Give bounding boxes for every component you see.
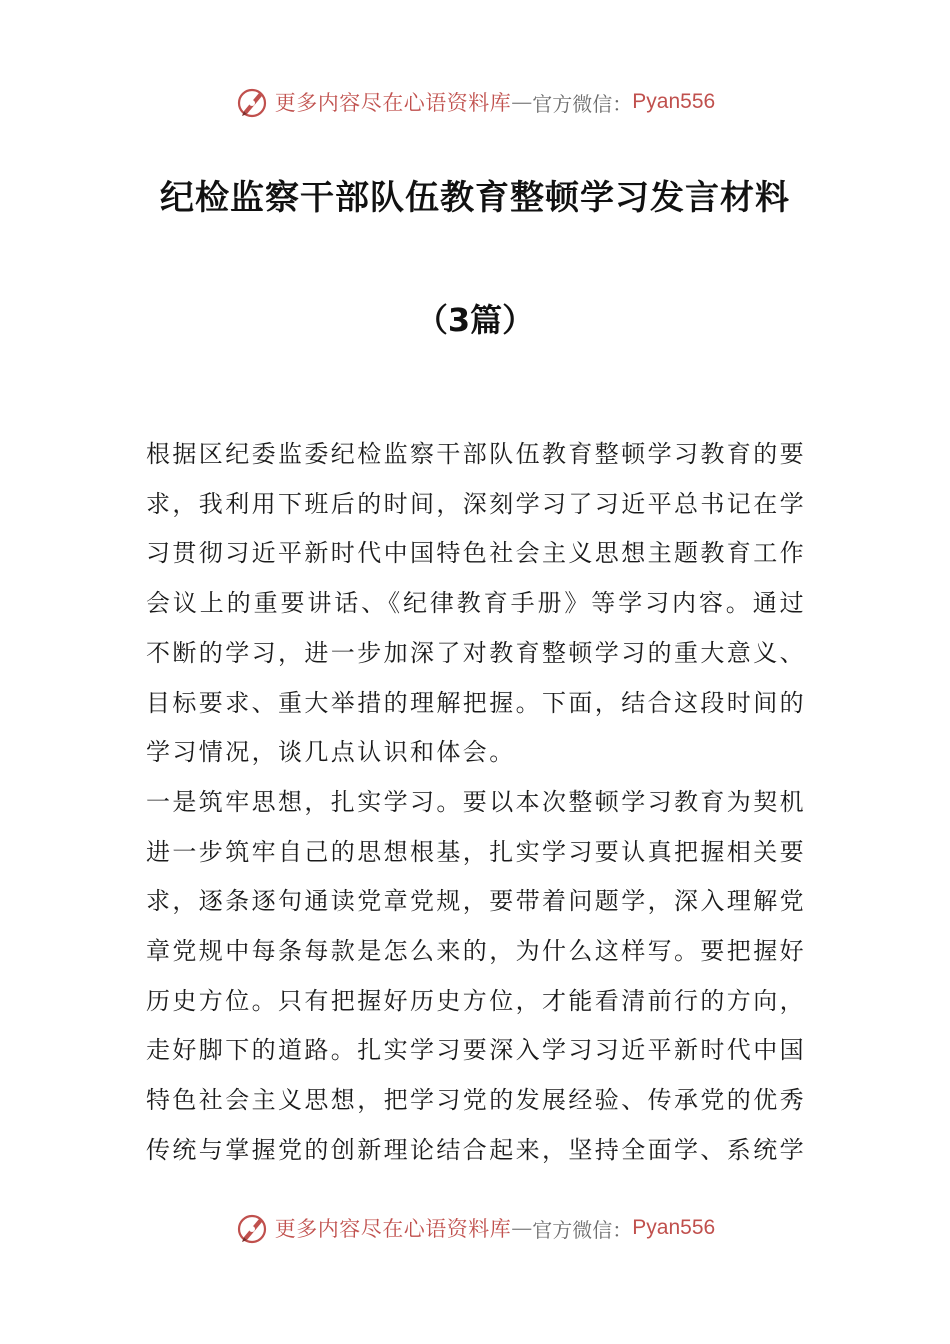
footer-banner <box>0 1208 950 1248</box>
banner-wechat-id: Pyan556 <box>632 90 716 113</box>
document-body <box>146 430 806 1176</box>
document-subtitle: （3篇） <box>415 301 535 339</box>
banner-slogan: 更多内容尽在心语资料库 <box>274 1217 512 1241</box>
banner-wechat-label: 官方微信： <box>532 1217 633 1242</box>
pen-logo-icon <box>235 1211 269 1245</box>
banner-dash: — <box>511 90 533 114</box>
paragraph-1: 根据区纪委监委纪检监察干部队伍教育整顿学习教育的要求，我利用下班后的时间，深刻学习了习近平总书记在学习贯彻习近平新时代中国特色社会主义思想主题教育工作会议上的重要讲话、《纪律教育手册》等学习内容。通过不断的学习，进一步加深了对教育整顿学习的重大意义、目标要求、重大举措的理解把握。下面，结合这段时间的学习情况，谈几点认识和体会。 <box>146 440 806 767</box>
banner-wechat-id: Pyan556 <box>632 1216 716 1239</box>
banner-slogan: 更多内容尽在心语资料库 <box>274 91 512 115</box>
document-title: 纪检监察干部队伍教育整顿学习发言材料 <box>160 178 790 218</box>
banner-dash: — <box>511 1216 533 1240</box>
banner-wechat-label: 官方微信： <box>532 91 633 116</box>
paragraph-2: 一是筑牢思想，扎实学习。要以本次整顿学习教育为契机进一步筑牢自己的思想根基，扎实学习要认真把握相关要求，逐条逐句通读党章党规，要带着问题学，深入理解党章党规中每条每款是怎么来的，为什么这样写。要把握好历史方位。只有把握好历史方位，才能看清前行的方向，走好脚下的道路。扎实学习要深入学习习近平新时代中国特色社会主义思想，把学习党的发展经验、传承党的优秀传统与掌握党的创新理论结合起来，坚持全面学、系统学 <box>146 787 806 1164</box>
pen-logo-icon <box>235 85 269 119</box>
header-banner <box>0 82 950 122</box>
